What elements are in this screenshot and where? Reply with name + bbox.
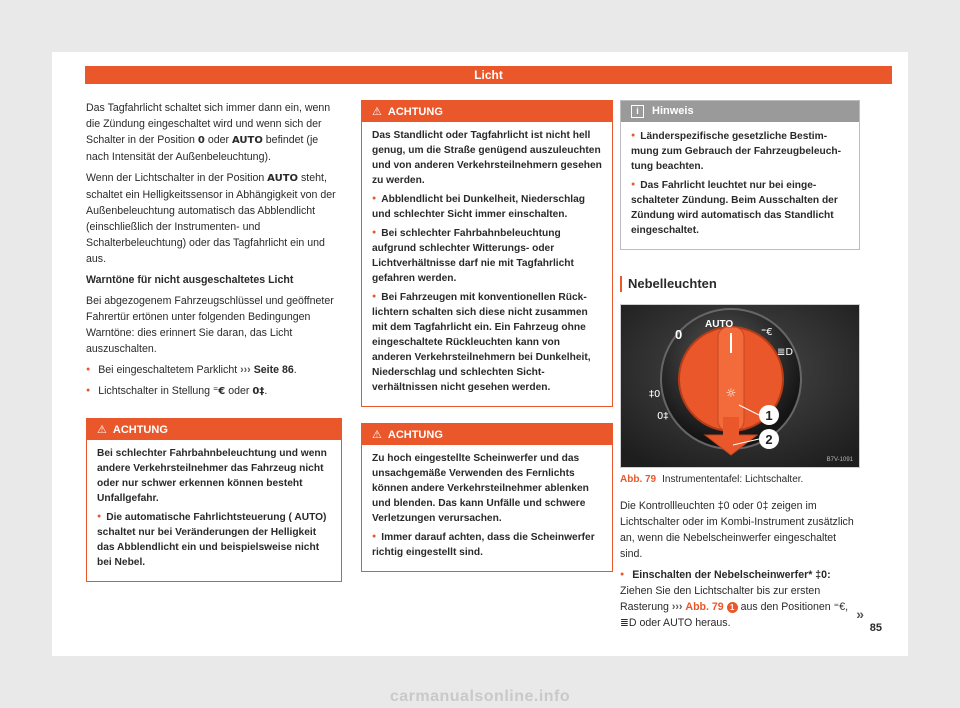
warning-box-3	[361, 423, 613, 572]
bullet-parking-light: ● Bei eingeschaltetem Parklicht ››› Seite 86.	[86, 362, 342, 378]
warning-header: ⚠ ACHTUNG	[87, 419, 341, 440]
subheading-warning-tones: Warntöne für nicht ausgeschaltetes Licht	[86, 274, 294, 286]
callout-2: 2	[765, 432, 773, 447]
figure-code: B7V-1091	[826, 457, 853, 463]
low-beam-symbol: ≣D	[777, 347, 794, 358]
column-1	[86, 100, 342, 582]
warning-header: ⚠ ACHTUNG	[362, 424, 612, 445]
warning-body: Das Standlicht oder Tagfahrlicht ist nicht hell genug, um die Straße genügend auszuleuchten und von anderen Verkehrsteilnehmern gesehen zu werden. ● Abblendlicht bei Dunkelheit, Niederschlag und schlechter Sicht immer einschalten. ● Bei schlechter Fahrbahnbeleuchtung aufgrund schlechter Witterungs- oder Lichtverhältnisse darf nie mit Tagfahrlicht gefahren werden. ● Bei Fahrzeugen mit konventionellen Rücklichtern schalten sich diese nicht zusammen mit dem Tagfahrlicht ein. Ein Fahrzeug ohne eingeschaltete Rückleuchten kann von anderen Verkehrsteilnehmern bei Dunkelheit, Niederschlag und schlechten Sichtverhältnissen nicht gesehen werden.	[362, 122, 612, 406]
warning-box-2	[361, 100, 613, 407]
switch-label-0: 0	[675, 327, 683, 342]
hint-body: ● Länderspezifische gesetzliche Bestimmung zum Gebrauch der Fahrzeugbeleuchtung beachten. ● Das Fahrlicht leuchtet nur bei eingeschalteter Zündung. Beim Ausschalten der Zündung wird automatisch das Standlicht eingeschaltet.	[621, 122, 859, 249]
warning-body: Zu hoch eingestellte Scheinwerfer und das unsachgemäße Verwenden des Fernlichts können andere Verkehrsteilnehmer ablenken und blenden. Das kann Unfälle und schwere Verletzungen verursachen. ● Immer darauf achten, dass die Scheinwerfer richtig eingestellt sind.	[362, 445, 612, 571]
light-switch-illustration	[621, 305, 859, 467]
front-fog-symbol: ‡0	[649, 389, 661, 400]
figure-light-switch	[620, 304, 860, 468]
link-page-86[interactable]: ››› Seite 86	[240, 364, 294, 376]
warning-triangle-icon: ⚠	[97, 423, 107, 436]
hint-header: i Hinweis	[621, 101, 859, 122]
bullet-switch-position: ● Lichtschalter in Stellung ⁼€ oder 0‡.	[86, 383, 342, 400]
callout-number-1: 1	[727, 602, 738, 613]
paragraph-auto-position: Wenn der Lichtschalter in der Position AUTO steht, schaltet ein Helligkeitssensor in Abhängigkeit von der Außenbeleuchtung automatisch das Abblendlicht (einschließlich der Instrumenten- und Schalterbeleuchtung) oder das Tagfahrlicht ein und aus.	[86, 172, 336, 265]
warning-body: Bei schlechter Fahrbahnbeleuchtung und wenn andere Verkehrsteilnehmer das Fahrzeug nicht oder nur schwer erkennen können besteht Unfallgefahr. ● Die automatische Fahrlichtsteuerung ( AUTO) schaltet nur bei Veränderungen der Helligkeit das Abblendlicht ein und beispielsweise nicht bei Nebel.	[87, 440, 341, 581]
warning-triangle-icon: ⚠	[372, 428, 382, 441]
paragraph-warning-tones: Bei abgezogenem Fahrzeugschlüssel und geöffneter Fahrertür ertönen unter folgenden Bedingungen Warntöne: dies erinnert Sie daran, das Licht auszuschalten.	[86, 295, 334, 355]
warning-triangle-icon: ⚠	[372, 105, 382, 118]
rear-fog-symbol: 0‡	[657, 411, 669, 422]
paragraph-daytime-light: Das Tagfahrlicht schaltet sich immer dann ein, wenn die Zündung eingeschaltet wird und wenn sich der Schalter in der Position 0 oder AUTO befindet (je nach Intensität der Außenbeleuchtung).	[86, 102, 331, 163]
svg-text:☼: ☼	[725, 386, 737, 400]
paragraph-fog-indicator: Die Kontrollleuchten ‡0 oder 0‡ zeigen im Lichtschalter oder im Kombi-Instrument zusätzlich an, wenn die Nebelscheinwerfer eingeschaltet sind.	[620, 500, 854, 560]
info-icon: i	[631, 105, 644, 118]
section-title-fog-lights: Nebelleuchten	[620, 276, 860, 292]
callout-1: 1	[765, 408, 773, 423]
continue-arrow: »	[856, 606, 864, 622]
column-2	[361, 100, 613, 572]
watermark: carmanualsonline.info	[389, 688, 571, 705]
parking-light-symbol: ⁼€	[761, 327, 773, 338]
bullet-fog-on: ● Einschalten der Nebelscheinwerfer* ‡0: Ziehen Sie den Lichtschalter bis zur ersten Rasterung ››› Abb. 79 1 aus den Positionen ⁼€, ≣D oder AUTO heraus.	[620, 567, 860, 631]
page-header: Licht	[85, 66, 892, 84]
manual-page	[52, 52, 908, 656]
link-abb-79[interactable]: ››› Abb. 79	[671, 601, 724, 613]
warning-box-1	[86, 418, 342, 582]
hint-box	[620, 100, 860, 250]
switch-label-auto: AUTO	[705, 319, 734, 330]
warning-header: ⚠ ACHTUNG	[362, 101, 612, 122]
page-number: 85	[869, 622, 882, 634]
figure-caption: Abb. 79 Instrumententafel: Lichtschalter.	[620, 474, 804, 485]
column-3	[620, 100, 860, 636]
